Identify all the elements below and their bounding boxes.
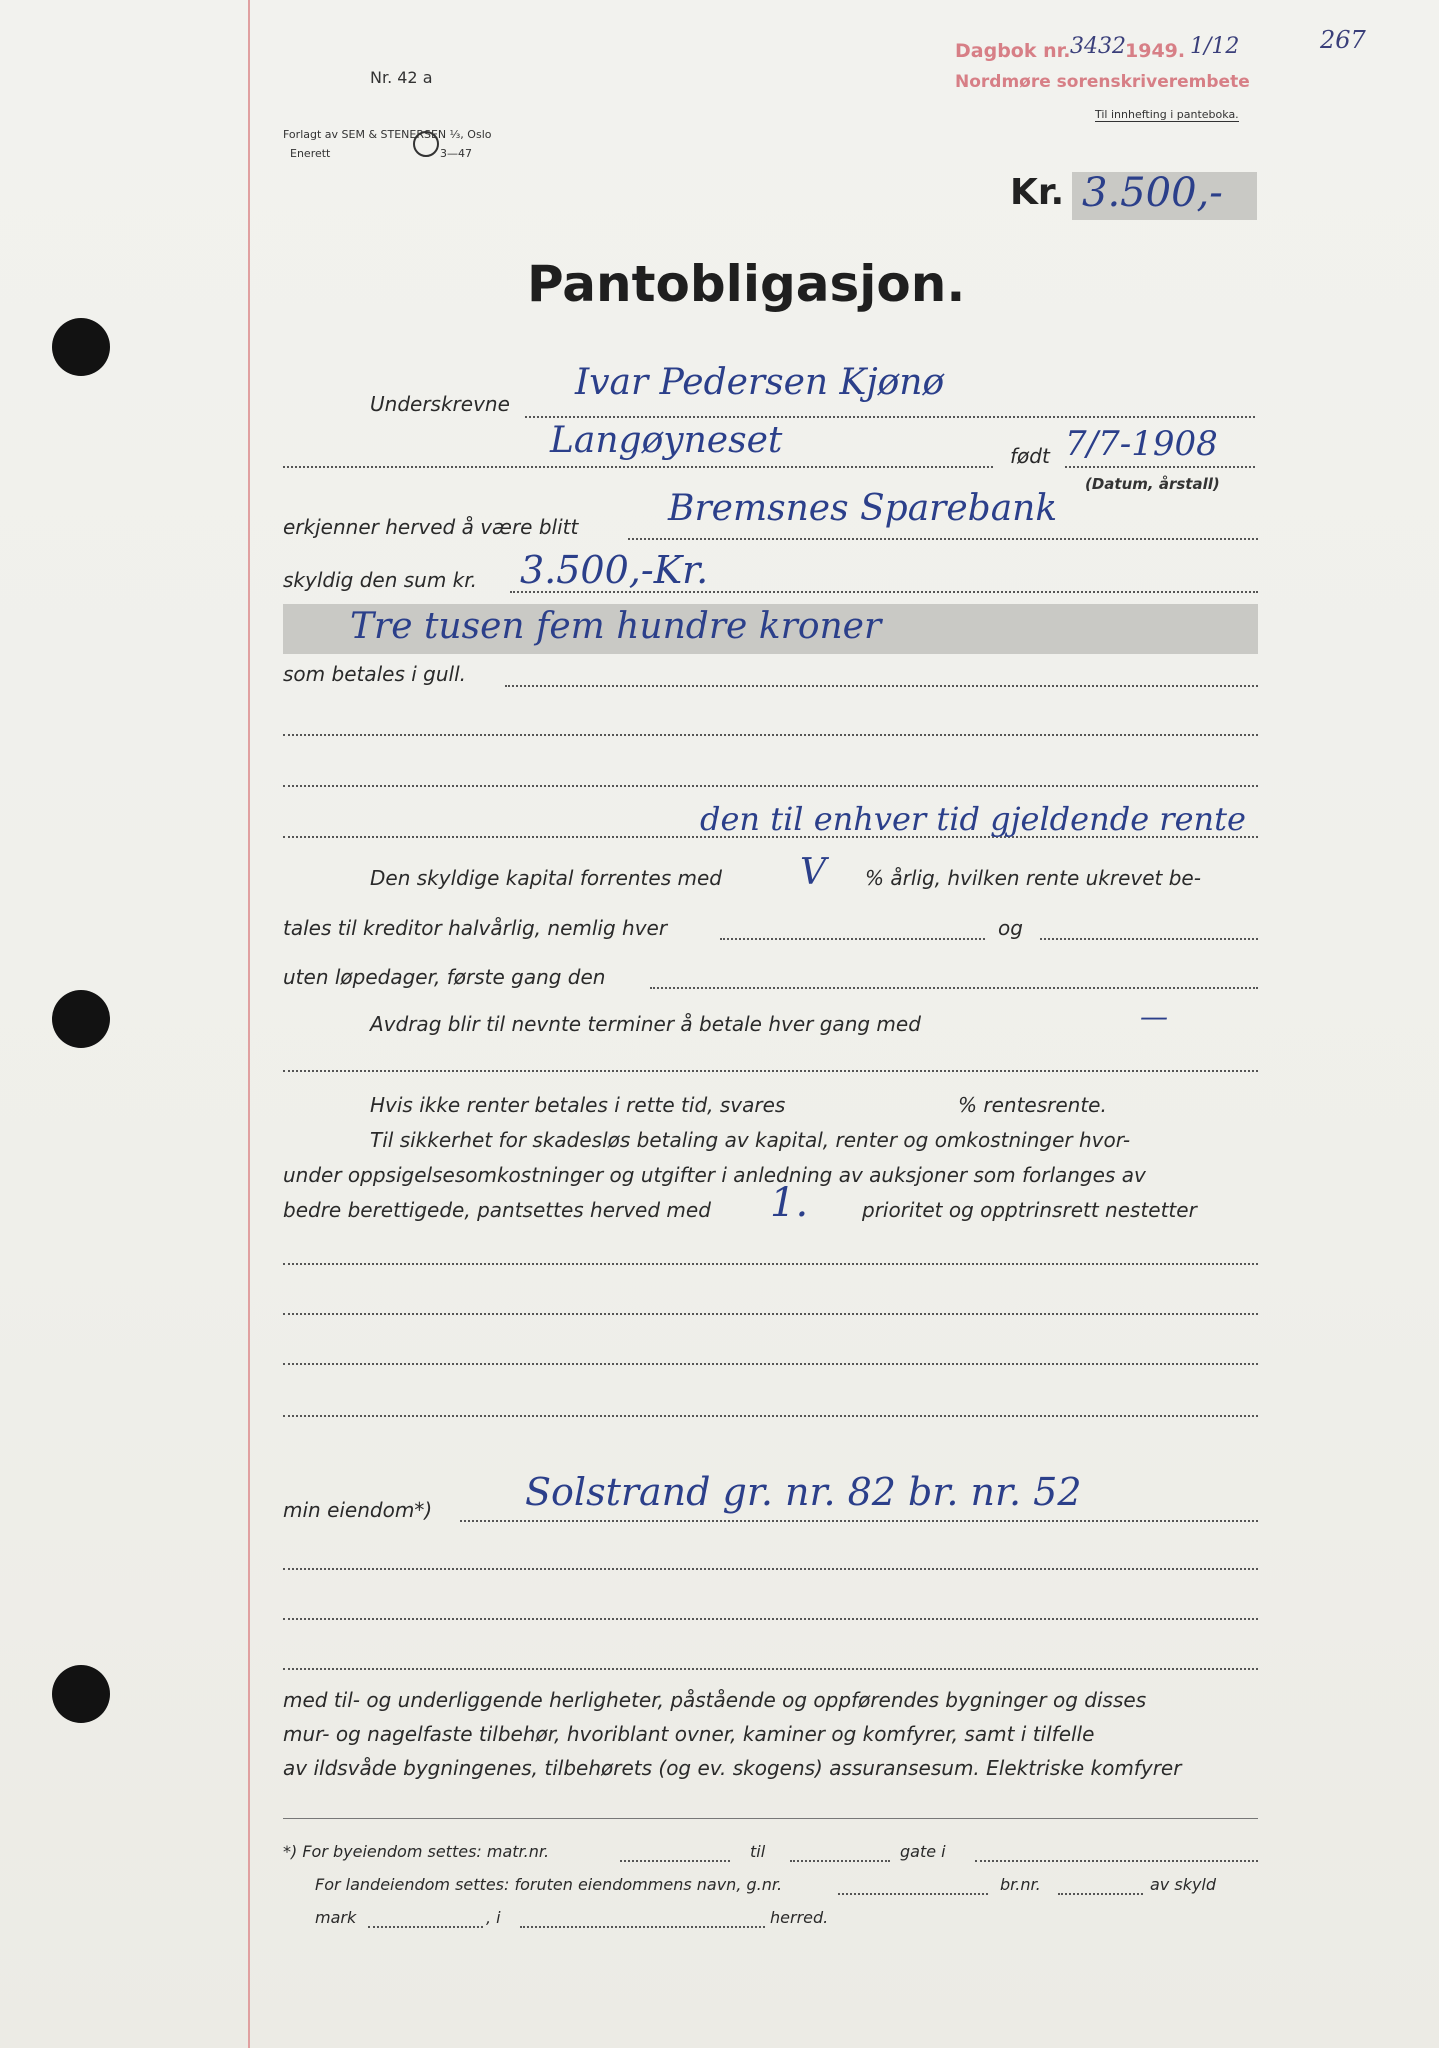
publisher: Forlagt av SEM & STENERSEN ⅓, Oslo [283,128,492,141]
kr-label: Kr. [1010,172,1065,213]
dotted-line [283,1313,1258,1315]
interest-line: % årlig, hvilken rente ukrevet be- [865,866,1201,890]
property-value: Solstrand gr. nr. 82 br. nr. 52 [525,1470,1082,1514]
footnote-line: For landeiendom settes: foruten eiendommens navn, g.nr. [315,1875,783,1894]
stamp-office: Nordmøre sorenskriverembete [955,72,1250,92]
creditor-label: erkjenner herved å være blitt [283,515,579,539]
dotted-line [720,938,985,940]
footnote-line: mark [315,1908,357,1927]
closing-line: av ildsvåde bygningenes, tilbehørets (og ev. skogens) assuransesum. Elektriske komfyrer [283,1756,1182,1780]
security-line: under oppsigelsesomkostninger og utgifter i anledning av auksjoner som forlanges av [283,1163,1146,1187]
gold-label: som betales i gull. [283,662,466,686]
born-hint: (Datum, årstall) [1085,475,1220,493]
penalty-line: % rentesrente. [958,1093,1107,1117]
dotted-line [510,591,1258,593]
dotted-line [283,1618,1258,1620]
dotted-line [283,1568,1258,1570]
binding-note: Til innhefting i panteboka. [1095,108,1239,121]
closing-line: med til- og underliggende herligheter, påstående og oppførendes bygninger og disses [283,1688,1147,1712]
dotted-line [283,1263,1258,1265]
undersigned-label: Underskrevne [370,392,510,416]
dotted-line [975,1860,1258,1862]
dotted-line [283,1415,1258,1417]
sum-label: skyldig den sum kr. [283,568,477,592]
dotted-line [520,1926,765,1928]
footnote-line: herred. [770,1908,829,1927]
born-label: født [1010,444,1050,468]
footnote-line: av skyld [1150,1875,1217,1894]
footnote-line: *) For byeiendom settes: matr.nr. [283,1842,550,1861]
residence-value: Langøyneset [550,420,783,461]
punch-hole [52,1665,110,1723]
page-number: 267 [1320,26,1366,54]
divider [283,1818,1258,1819]
dotted-line [283,785,1258,787]
dotted-line [368,1926,483,1928]
property-label: min eiendom*) [283,1498,433,1522]
security-line: prioritet og opptrinsrett nestetter [862,1198,1197,1222]
stamp-date: 1/12 [1190,34,1240,59]
dotted-line [283,1070,1258,1072]
penalty-line: Hvis ikke renter betales i rette tid, svares [370,1093,786,1117]
stamp-year: 1949. [1125,40,1186,62]
footnote-line: til [750,1842,766,1861]
born-value: 7/7-1908 [1065,424,1218,464]
form-number: Nr. 42 a [370,68,433,87]
stamp-number: 3432 [1070,34,1126,59]
closing-line: mur- og nagelfaste tilbehør, hvoriblant ovner, kaminer og komfyrer, samt i tilfelle [283,1722,1095,1746]
dotted-line [650,987,1258,989]
interest-handwritten: den til enhver tid gjeldende rente [700,800,1246,838]
installment-value: — [1140,1000,1168,1033]
interest-line: uten løpedager, første gang den [283,965,606,989]
dotted-line [620,1860,730,1862]
dotted-line [283,1363,1258,1365]
installment-line: Avdrag blir til nevnte terminer å betale hver gang med [370,1012,921,1036]
undersigned-value: Ivar Pedersen Kjønø [575,362,945,403]
punch-hole [52,318,110,376]
interest-and: og [998,916,1023,940]
security-line: Til sikkerhet for skadesløs betaling av kapital, renter og omkostninger hvor- [370,1128,1131,1152]
dotted-line [525,416,1255,418]
interest-line: Den skyldige kapital forrentes med [370,866,722,890]
sum-words: Tre tusen fem hundre kroner [350,606,882,647]
footnote-line: , i [486,1908,501,1927]
dotted-line [283,734,1258,736]
dotted-line [628,538,1258,540]
priority-value: 1. [770,1180,809,1226]
dotted-line [1065,466,1255,468]
footnote-line: br.nr. [1000,1875,1041,1894]
kr-amount: 3.500,- [1082,170,1223,216]
publisher-rights: Enerett [290,147,331,160]
footnote-line: gate i [900,1842,946,1861]
stamp-label: Dagbok nr. [955,40,1071,62]
dotted-line [838,1893,988,1895]
page-title: Pantobligasjon. [527,255,966,313]
dotted-line [1058,1893,1143,1895]
dotted-line [1040,938,1258,940]
publisher-date: 3—47 [440,147,472,160]
publisher-logo-icon [413,131,439,157]
interest-line: tales til kreditor halvårlig, nemlig hver [283,916,668,940]
dotted-line [460,1520,1258,1522]
dotted-line [283,466,993,468]
security-line: bedre berettigede, pantsettes herved med [283,1198,711,1222]
dotted-line [283,1668,1258,1670]
dotted-line [790,1860,890,1862]
punch-hole [52,990,110,1048]
creditor-value: Bremsnes Sparebank [668,488,1058,529]
dotted-line [505,685,1258,687]
interest-mark: V [800,852,826,893]
sum-value: 3.500,-Kr. [520,548,709,592]
margin-line [248,0,250,2048]
